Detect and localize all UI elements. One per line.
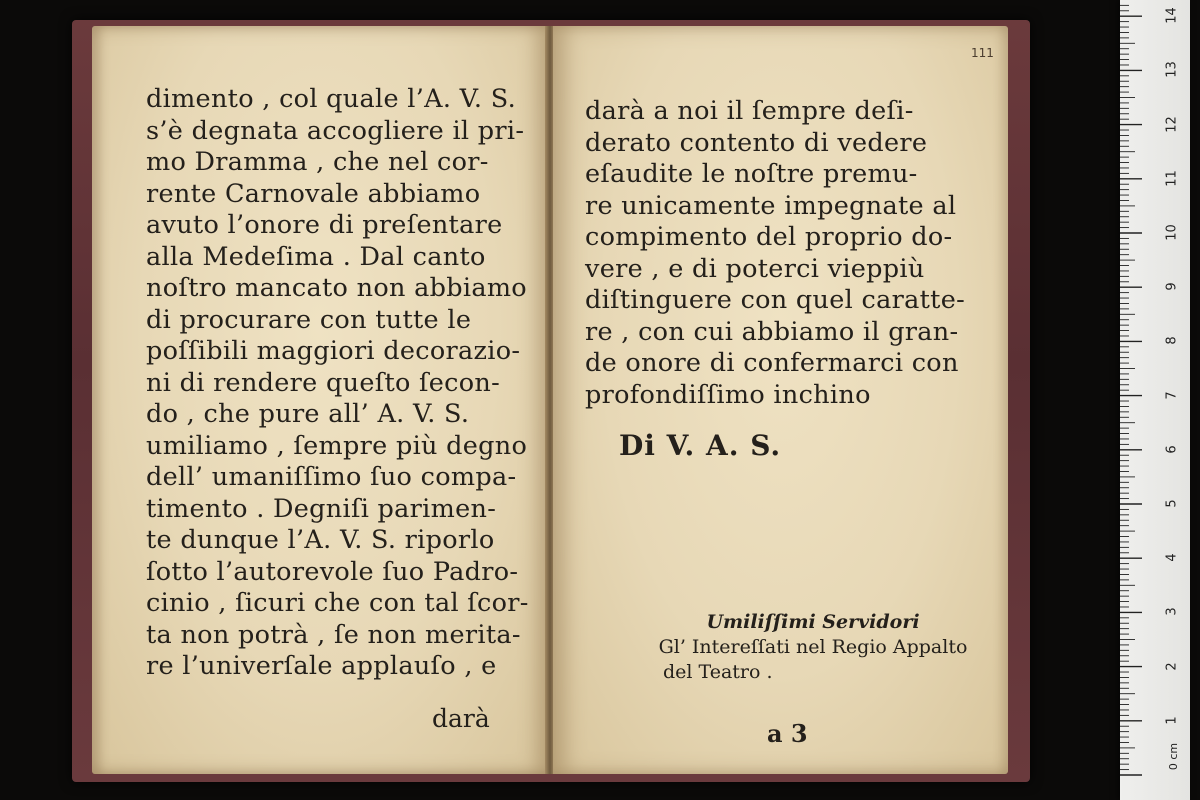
left-page-line: s’è degnata accogliere il pri-	[146, 115, 525, 146]
left-page-line: umiliamo , ſempre più degno	[146, 430, 528, 461]
signers-line-2: Gl’ Intereſſati nel Regio Appalto	[658, 636, 968, 658]
measuring-ruler	[1120, 0, 1190, 800]
left-page-line: re l’univerſale applauſo , e	[146, 651, 497, 681]
left-page-line: rente Carnovale abbiamo	[146, 178, 481, 209]
left-page-line: poſſibili maggiori decorazio-	[146, 336, 521, 366]
ruler-number: 9	[1164, 282, 1180, 291]
ruler-number: 10	[1164, 224, 1180, 241]
ruler-number: 3	[1164, 607, 1180, 617]
left-page-line: avuto l’onore di preſentare	[146, 210, 503, 240]
signers-block	[633, 610, 993, 685]
ruler-number: 13	[1164, 61, 1180, 79]
left-page-line: di procurare con tutte le	[146, 304, 472, 335]
left-page-text	[146, 84, 536, 683]
right-page-line: darà a noi il ſempre deſi-	[585, 96, 914, 126]
left-page-line: alla Medeſima . Dal canto	[146, 241, 486, 272]
signers-line-1: Umiliſſimi Servidori	[706, 611, 920, 633]
signature-mark: a 3	[767, 719, 808, 748]
left-page-line: ſotto l’autorevole ſuo Padro-	[146, 556, 519, 587]
right-page	[553, 26, 1008, 774]
ruler-number: 2	[1164, 661, 1180, 671]
left-page-line: ni di rendere queſto ſecon-	[146, 367, 501, 398]
left-page-line: cinio , ſicuri che con tal ſcor-	[146, 588, 529, 618]
left-page-line: dell’ umaniſſimo ſuo compa-	[146, 462, 517, 492]
left-page	[92, 26, 547, 774]
right-page-line: re unicamente impegnate al	[585, 190, 957, 221]
left-page-line: te dunque l’A. V. S. riporlo	[146, 525, 495, 555]
ruler-number: 6	[1164, 445, 1180, 454]
left-page-line: timento . Degniſi parimen-	[146, 493, 497, 524]
ruler-number: 5	[1164, 499, 1180, 508]
closing-salutation: Di V. A. S.	[619, 429, 782, 462]
right-page-line: de onore di confermarci con	[585, 348, 959, 378]
folio-number: 111	[971, 46, 994, 60]
right-page-text	[585, 96, 995, 411]
ruler-number: 1	[1164, 716, 1180, 725]
ruler-number: 11	[1164, 170, 1180, 187]
ruler-number: 8	[1164, 336, 1180, 346]
ruler-number: 12	[1164, 115, 1180, 133]
right-page-line: profondiſſimo inchino	[585, 379, 871, 410]
left-page-line: ta non potrà , ſe non merita-	[146, 619, 521, 650]
signers-line-3: del Teatro .	[663, 661, 773, 683]
catchword: darà	[432, 704, 490, 733]
right-page-line: vere , e di poterci vieppiù	[585, 253, 925, 284]
left-page-line: do , che pure all’ A. V. S.	[146, 399, 470, 429]
left-page-line: dimento , col quale l’A. V. S.	[146, 84, 517, 114]
left-page-line: noſtro mancato non abbiamo	[146, 273, 527, 303]
right-page-line: re , con cui abbiamo il gran-	[585, 316, 959, 347]
ruler-number: 14	[1164, 7, 1180, 24]
ruler-number: 4	[1164, 553, 1180, 562]
right-page-line: eſaudite le noſtre premu-	[585, 159, 918, 189]
left-page-line: mo Dramma , che nel cor-	[146, 147, 489, 177]
ruler-number: 7	[1164, 390, 1180, 400]
ruler-ticks	[1120, 0, 1190, 800]
right-page-line: diſtinguere con quel caratte-	[585, 285, 966, 315]
ruler-unit-label: 0 cm	[1167, 742, 1181, 771]
right-page-line: compimento del proprio do-	[585, 222, 953, 252]
right-page-line: derato contento di vedere	[585, 127, 928, 158]
